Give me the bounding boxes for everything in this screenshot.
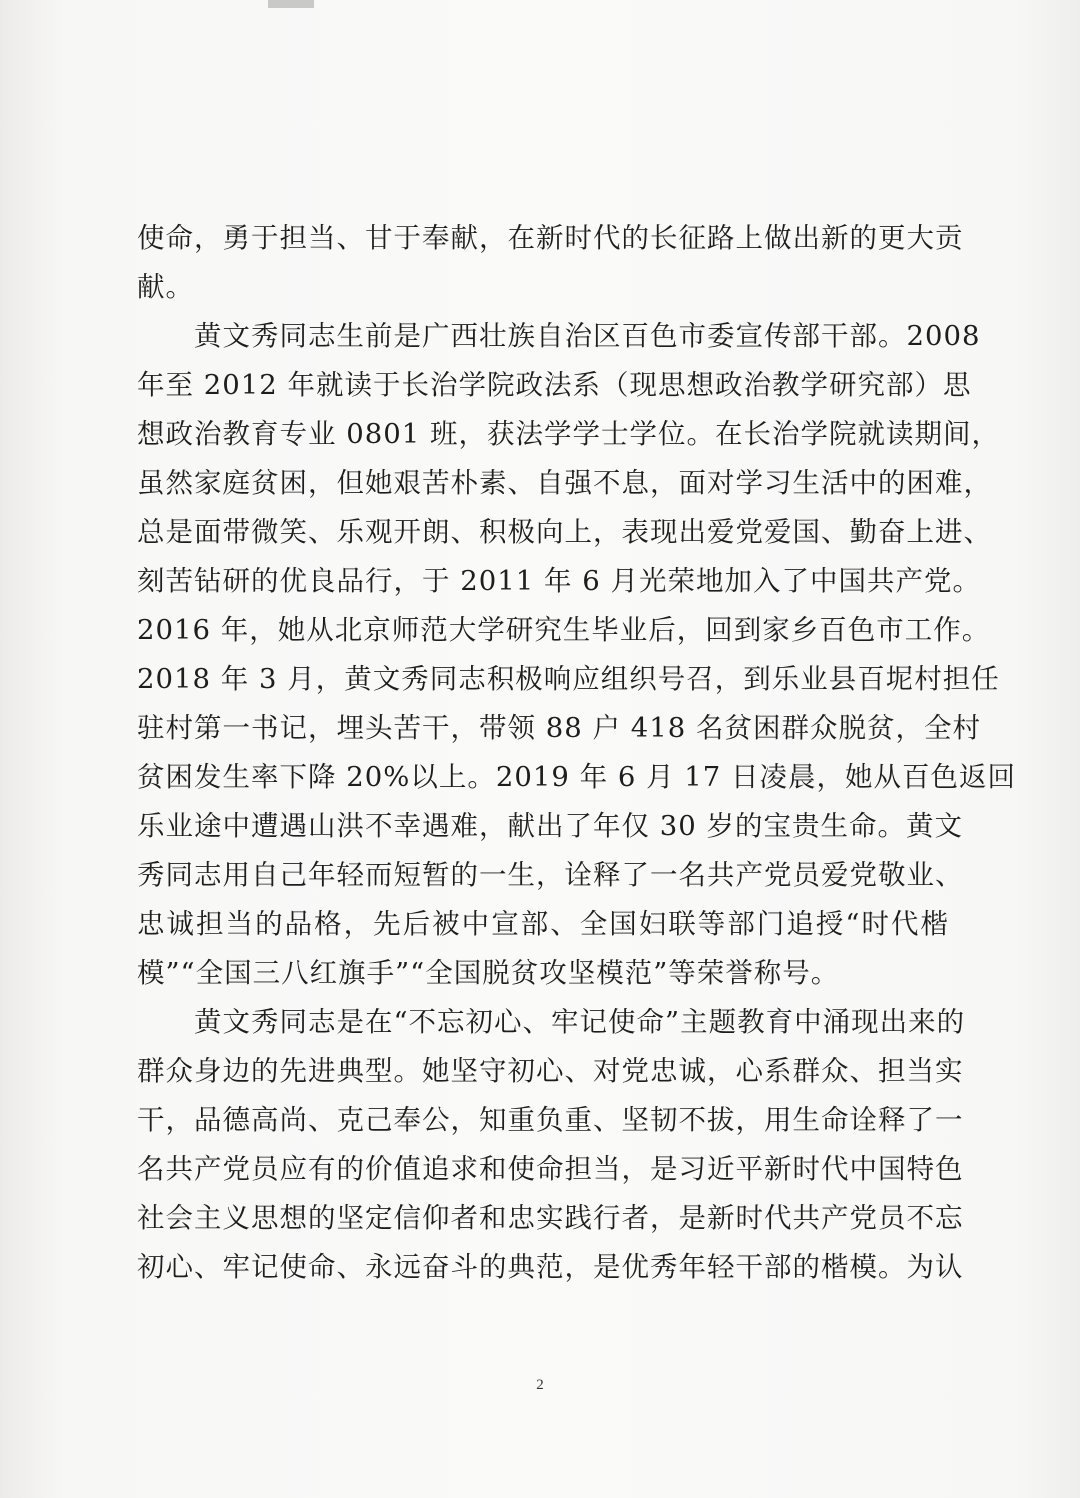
text-line: 2016 年，她从北京师范大学研究生毕业后，回到家乡百色市工作。 xyxy=(137,614,991,646)
page-number: 2 xyxy=(536,1377,544,1393)
text-line: 黄文秀同志生前是广西壮族自治区百色市委宣传部干部。2008 xyxy=(137,320,981,352)
text-line: 名共产党员应有的价值追求和使命担当，是习近平新时代中国特色 xyxy=(137,1153,964,1185)
text-line: 群众身边的先进典型。她坚守初心、对党忠诚，心系群众、担当实 xyxy=(137,1055,964,1087)
text-line: 初心、牢记使命、永远奋斗的典范，是优秀年轻干部的楷模。为认 xyxy=(137,1251,964,1283)
text-line: 使命，勇于担当、甘于奉献，在新时代的长征路上做出新的更大贡 xyxy=(137,222,964,254)
scan-edge-mark xyxy=(268,0,314,8)
text-line: 年至 2012 年就读于长治学院政法系（现思想政治教学研究部）思 xyxy=(137,369,972,401)
text-line: 乐业途中遭遇山洪不幸遇难，献出了年仅 30 岁的宝贵生命。黄文 xyxy=(137,810,963,842)
body-text xyxy=(137,214,1017,1292)
text-line: 秀同志用自己年轻而短暂的一生，诠释了一名共产党员爱党敬业、 xyxy=(137,859,964,891)
text-line: 贫困发生率下降 20%以上。2019 年 6 月 17 日凌晨，她从百色返回 xyxy=(137,761,1017,793)
text-line: 2018 年 3 月，黄文秀同志积极响应组织号召，到乐业县百坭村担任 xyxy=(137,663,1000,695)
paragraph-3 xyxy=(137,998,966,1292)
text-line: 模”“全国三八红旗手”“全国脱贫攻坚模范”等荣誉称号。 xyxy=(137,957,840,989)
text-line: 总是面带微笑、乐观开朗、积极向上，表现出爱党爱国、勤奋上进、 xyxy=(137,516,992,548)
text-line: 社会主义思想的坚定信仰者和忠实践行者，是新时代共产党员不忘 xyxy=(137,1202,964,1234)
text-line: 驻村第一书记，埋头苦干，带领 88 户 418 名贫困群众脱贫，全村 xyxy=(137,712,981,744)
text-line: 想政治教育专业 0801 班，获法学学士学位。在长治学院就读期间， xyxy=(137,418,1000,450)
text-line: 忠诚担当的品格，先后被中宣部、全国妇联等部门追授“时代楷 xyxy=(137,908,949,940)
paragraph-1 xyxy=(137,214,964,312)
text-line: 虽然家庭贫困，但她艰苦朴素、自强不息，面对学习生活中的困难， xyxy=(137,467,992,499)
text-line: 干，品德高尚、克己奉公，知重负重、坚韧不拔，用生命诠释了一 xyxy=(137,1104,964,1136)
text-line: 献。 xyxy=(137,271,194,303)
text-line: 刻苦钻研的优良品行，于 2011 年 6 月光荣地加入了中国共产党。 xyxy=(137,565,981,597)
text-line: 黄文秀同志是在“不忘初心、牢记使命”主题教育中涌现出来的 xyxy=(137,1006,966,1038)
paragraph-2 xyxy=(137,312,1017,998)
